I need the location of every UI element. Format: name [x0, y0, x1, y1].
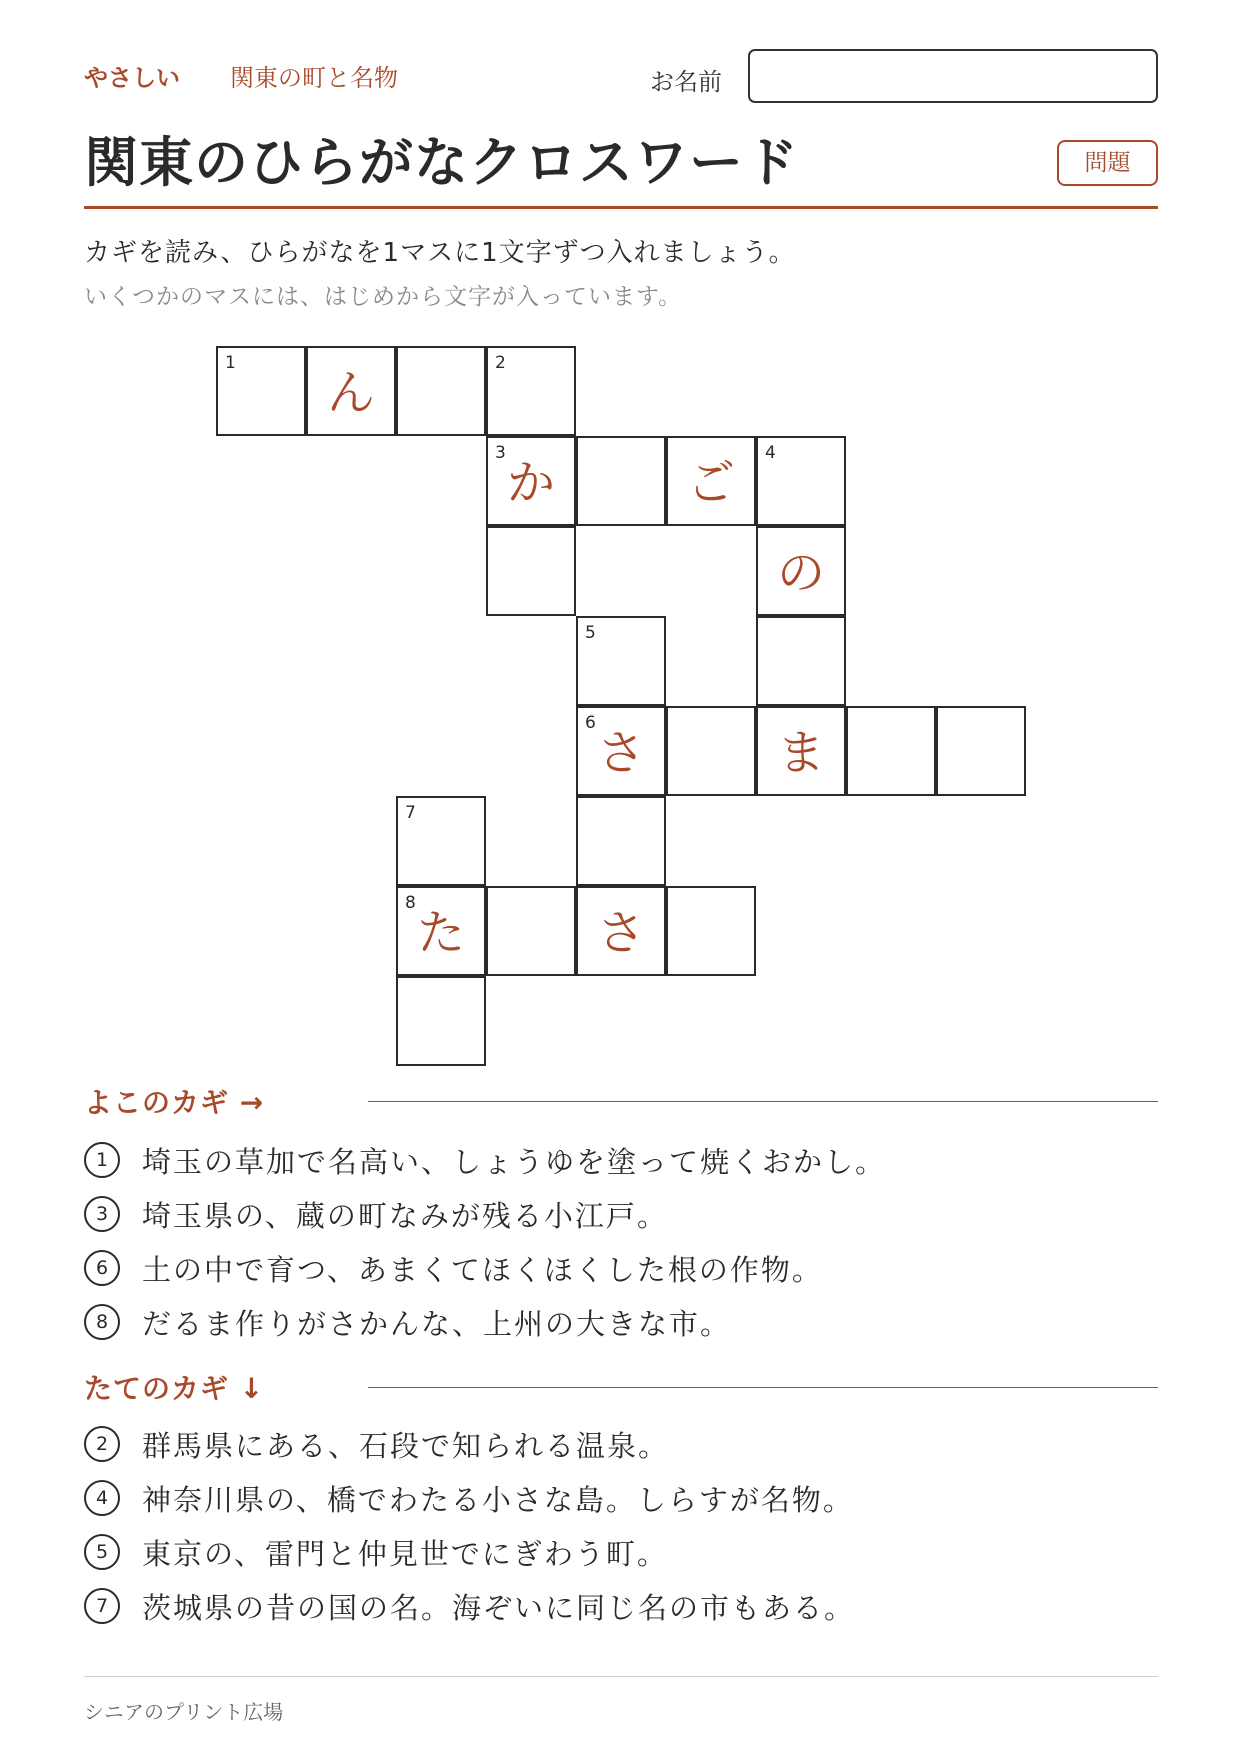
clue-down-5 [84, 1532, 668, 1572]
grid-cell[interactable] [486, 886, 576, 976]
name-input-box[interactable] [748, 49, 1158, 103]
grid-cell[interactable] [396, 796, 486, 886]
clue-text: 茨城県の昔の国の名。海ぞいに同じ名の市もある。 [142, 1590, 856, 1625]
grid-cell[interactable] [756, 526, 846, 616]
clue-number-circle: 7 [84, 1588, 120, 1624]
clue-number-circle: 4 [84, 1480, 120, 1516]
clue-text: だるま作りがさかんな、上州の大きな市。 [142, 1306, 732, 1341]
grid-cell[interactable] [756, 706, 846, 796]
clue-text: 東京の、雷門と仲見世でにぎわう町。 [142, 1536, 668, 1571]
cell-given-letter: の [776, 545, 825, 601]
cell-given-letter: ご [686, 455, 735, 511]
clue-number-circle: 2 [84, 1426, 120, 1462]
cell-number: 2 [495, 353, 506, 373]
grid-cell[interactable] [486, 346, 576, 436]
grid-cell[interactable] [936, 706, 1026, 796]
instruction-line-1: カギを読み、ひらがなを1マスに1文字ずつ入れましょう。 [84, 238, 796, 268]
grid-cell[interactable] [846, 706, 936, 796]
clue-text: 土の中で育つ、あまくてほくほくした根の作物。 [142, 1252, 823, 1287]
across-section-title: よこのカギ → [84, 1086, 265, 1119]
clue-number-circle: 1 [84, 1142, 120, 1178]
grid-cell[interactable] [666, 436, 756, 526]
clue-down-4 [84, 1478, 854, 1518]
clue-across-1 [84, 1140, 886, 1180]
cell-number: 8 [405, 893, 416, 913]
grid-cell[interactable] [576, 796, 666, 886]
grid-cell[interactable] [756, 436, 846, 526]
footer-text: シニアのプリント広場 [84, 1700, 284, 1724]
clue-across-6 [84, 1248, 823, 1288]
title-divider [84, 206, 1158, 209]
cell-given-letter: か [506, 455, 555, 511]
footer-divider [84, 1676, 1158, 1677]
grid-cell[interactable] [396, 346, 486, 436]
clue-text: 埼玉の草加で名高い、しょうゆを塗って焼くおかし。 [142, 1144, 887, 1179]
clue-number-circle: 5 [84, 1534, 120, 1570]
grid-cell[interactable] [306, 346, 396, 436]
cell-given-letter: さ [596, 725, 645, 781]
clue-down-2 [84, 1424, 669, 1464]
cell-given-letter: た [416, 905, 465, 961]
name-label: お名前 [650, 68, 722, 96]
clue-text: 埼玉県の、蔵の町なみが残る小江戸。 [142, 1198, 668, 1233]
cell-number: 7 [405, 803, 416, 823]
grid-cell[interactable] [576, 436, 666, 526]
grid-cell[interactable] [216, 346, 306, 436]
clue-down-7 [84, 1586, 855, 1626]
cell-given-letter: さ [596, 905, 645, 961]
question-badge: 問題 [1057, 140, 1158, 186]
grid-cell[interactable] [576, 706, 666, 796]
cell-number: 1 [225, 353, 236, 373]
page-title: 関東のひらがなクロスワード [84, 131, 799, 194]
topic-label: 関東の町と名物 [230, 64, 398, 92]
clue-across-8 [84, 1302, 731, 1342]
grid-cell[interactable] [396, 886, 486, 976]
grid-cell[interactable] [756, 616, 846, 706]
clue-number-circle: 3 [84, 1196, 120, 1232]
grid-cell[interactable] [396, 976, 486, 1066]
level-label: やさしい [84, 64, 180, 92]
instruction-line-2: いくつかのマスには、はじめから文字が入っています。 [84, 284, 683, 310]
clue-text: 群馬県にある、石段で知られる温泉。 [142, 1428, 670, 1463]
grid-cell[interactable] [666, 886, 756, 976]
cell-given-letter: ん [326, 365, 375, 421]
cell-number: 4 [765, 443, 776, 463]
cell-number: 5 [585, 623, 596, 643]
grid-cell[interactable] [486, 436, 576, 526]
clue-number-circle: 8 [84, 1304, 120, 1340]
cell-number: 3 [495, 443, 506, 463]
down-section-title: たてのカギ ↓ [84, 1372, 265, 1405]
grid-cell[interactable] [576, 886, 666, 976]
down-section-rule [368, 1387, 1158, 1388]
cell-number: 6 [585, 713, 596, 733]
grid-cell[interactable] [486, 526, 576, 616]
clue-number-circle: 6 [84, 1250, 120, 1286]
grid-cell[interactable] [576, 616, 666, 706]
across-section-rule [368, 1101, 1158, 1102]
cell-given-letter: ま [776, 725, 825, 781]
grid-cell[interactable] [666, 706, 756, 796]
clue-across-3 [84, 1194, 668, 1234]
clue-text: 神奈川県の、橋でわたる小さな島。しらすが名物。 [142, 1482, 854, 1517]
